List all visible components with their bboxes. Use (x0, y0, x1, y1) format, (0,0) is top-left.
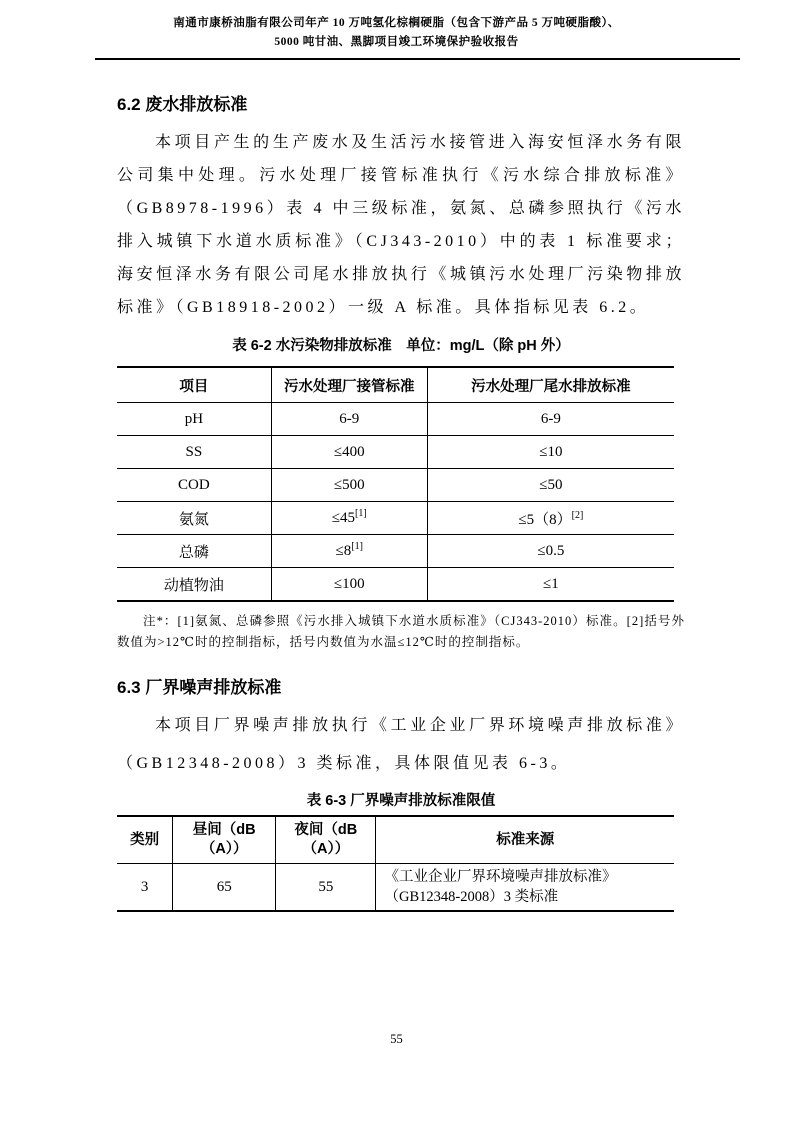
footnote-ref: [2] (571, 509, 584, 521)
standard-source-cell: 《工业企业厂界环境噪声排放标准》（GB12348-2008）3 类标准 (376, 864, 674, 912)
footnote-ref: [1] (355, 507, 367, 519)
param-cell: pH (117, 403, 271, 436)
outlet-value-cell (427, 469, 674, 502)
inlet-value-cell (271, 469, 427, 502)
outlet-value-cell (427, 403, 674, 436)
section-6-3-paragraph: 本项目厂界噪声排放执行《工业企业厂界环境噪声排放标准》（GB12348-2008）3 类标准，具体限值见表 6-3。 (117, 717, 685, 772)
outlet-value-cell (427, 502, 674, 535)
column-header-item: 项目 (117, 367, 271, 403)
table-row-class-3 (117, 864, 674, 912)
outlet-value-cell (427, 568, 674, 602)
table-row-ss (117, 436, 674, 469)
inlet-value-cell (271, 535, 427, 568)
footnote-ref: [1] (351, 540, 363, 552)
table-row-cod (117, 469, 674, 502)
param-cell: 氨氮 (117, 502, 271, 535)
section-6-2-paragraph: 本项目产生的生产废水及生活污水接管进入海安恒泽水务有限公司集中处理。污水处理厂接管标准执行《污水综合排放标准》（GB8978-1996）表 4 中三级标准，氨氮、总磷参照执行《污水排入城镇下水道水质标准》（CJ343-2010）中的表 1 标准要求；海安恒泽水务有限公司尾水排放执行《城镇污水处理厂污染物排放标准》（GB18918-2002）一级 A 标准。具体指标见表 6.2。 (117, 134, 685, 316)
value-text: ≤1 (543, 575, 559, 592)
value-text: ≤45 (331, 509, 356, 526)
inlet-value-cell (271, 403, 427, 436)
table-6-3-noise-limits (117, 815, 674, 912)
inlet-value-cell (271, 568, 427, 602)
table-row-total-phosphorus (117, 535, 674, 568)
header-divider (95, 58, 740, 60)
class-cell: 3 (140, 878, 149, 895)
column-header-standard-source: 标准来源 (376, 816, 674, 864)
value-text: ≤8 (335, 542, 352, 559)
section-6-3-heading: 6.3 厂界噪声排放标准 (117, 678, 282, 697)
header-title-line1: 南通市康桥油脂有限公司年产 10 万吨氢化棕榈硬脂（包含下游产品 5 万吨硬脂酸）、 (173, 17, 620, 29)
param-cell: SS (117, 436, 271, 469)
column-header-class: 类别 (117, 816, 173, 864)
value-text: 6-9 (540, 410, 561, 427)
param-cell: 动植物油 (163, 577, 224, 594)
value-text: 6-9 (339, 410, 360, 427)
value-text: ≤10 (539, 443, 563, 460)
daytime-value-cell: 65 (173, 864, 276, 912)
inlet-value-cell (271, 436, 427, 469)
document-body (117, 94, 685, 912)
value-text: ≤5（8） (518, 511, 572, 528)
nighttime-value-cell: 55 (276, 864, 376, 912)
value-text: ≤100 (333, 575, 365, 592)
table-6-3-caption: 表 6-3 厂界噪声排放标准限值 (306, 793, 496, 809)
table-6-2-footnote: 注*：[1]氨氮、总磷参照《污水排入城镇下水道水质标准》（CJ343-2010）标准。[2]括号外数值为>12℃时的控制指标，括号内数值为水温≤12℃时的控制指标。 (117, 614, 685, 649)
table-6-2-header-row (117, 367, 674, 403)
table-6-2-water-pollutant-standards (117, 366, 674, 602)
section-6-2-heading: 6.2 废水排放标准 (117, 95, 248, 114)
header-title-line2: 5000 吨甘油、黑脚项目竣工环境保护验收报告 (274, 36, 519, 48)
table-6-2-caption: 表 6-2 水污染物排放标准 单位：mg/L（除 pH 外） (232, 338, 570, 354)
param-cell: 总磷 (117, 535, 271, 568)
page-number: 55 (390, 1032, 403, 1046)
value-text: ≤500 (333, 476, 365, 493)
value-text: ≤0.5 (537, 542, 565, 559)
value-text: ≤400 (333, 443, 365, 460)
page-header (0, 0, 793, 60)
table-row-ph (117, 403, 674, 436)
column-header-nighttime: 夜间（dB（A）） (276, 816, 376, 864)
column-header-inlet-standard: 污水处理厂接管标准 (271, 367, 427, 403)
column-header-daytime: 昼间（dB（A）） (173, 816, 276, 864)
table-row-ammonia-nitrogen (117, 502, 674, 535)
param-cell: COD (117, 469, 271, 502)
inlet-value-cell (271, 502, 427, 535)
column-header-outlet-standard: 污水处理厂尾水排放标准 (427, 367, 674, 403)
outlet-value-cell (427, 436, 674, 469)
table-6-3-header-row (117, 816, 674, 864)
table-row-animal-vegetable-oil (117, 568, 674, 602)
value-text: ≤50 (539, 476, 563, 493)
outlet-value-cell (427, 535, 674, 568)
